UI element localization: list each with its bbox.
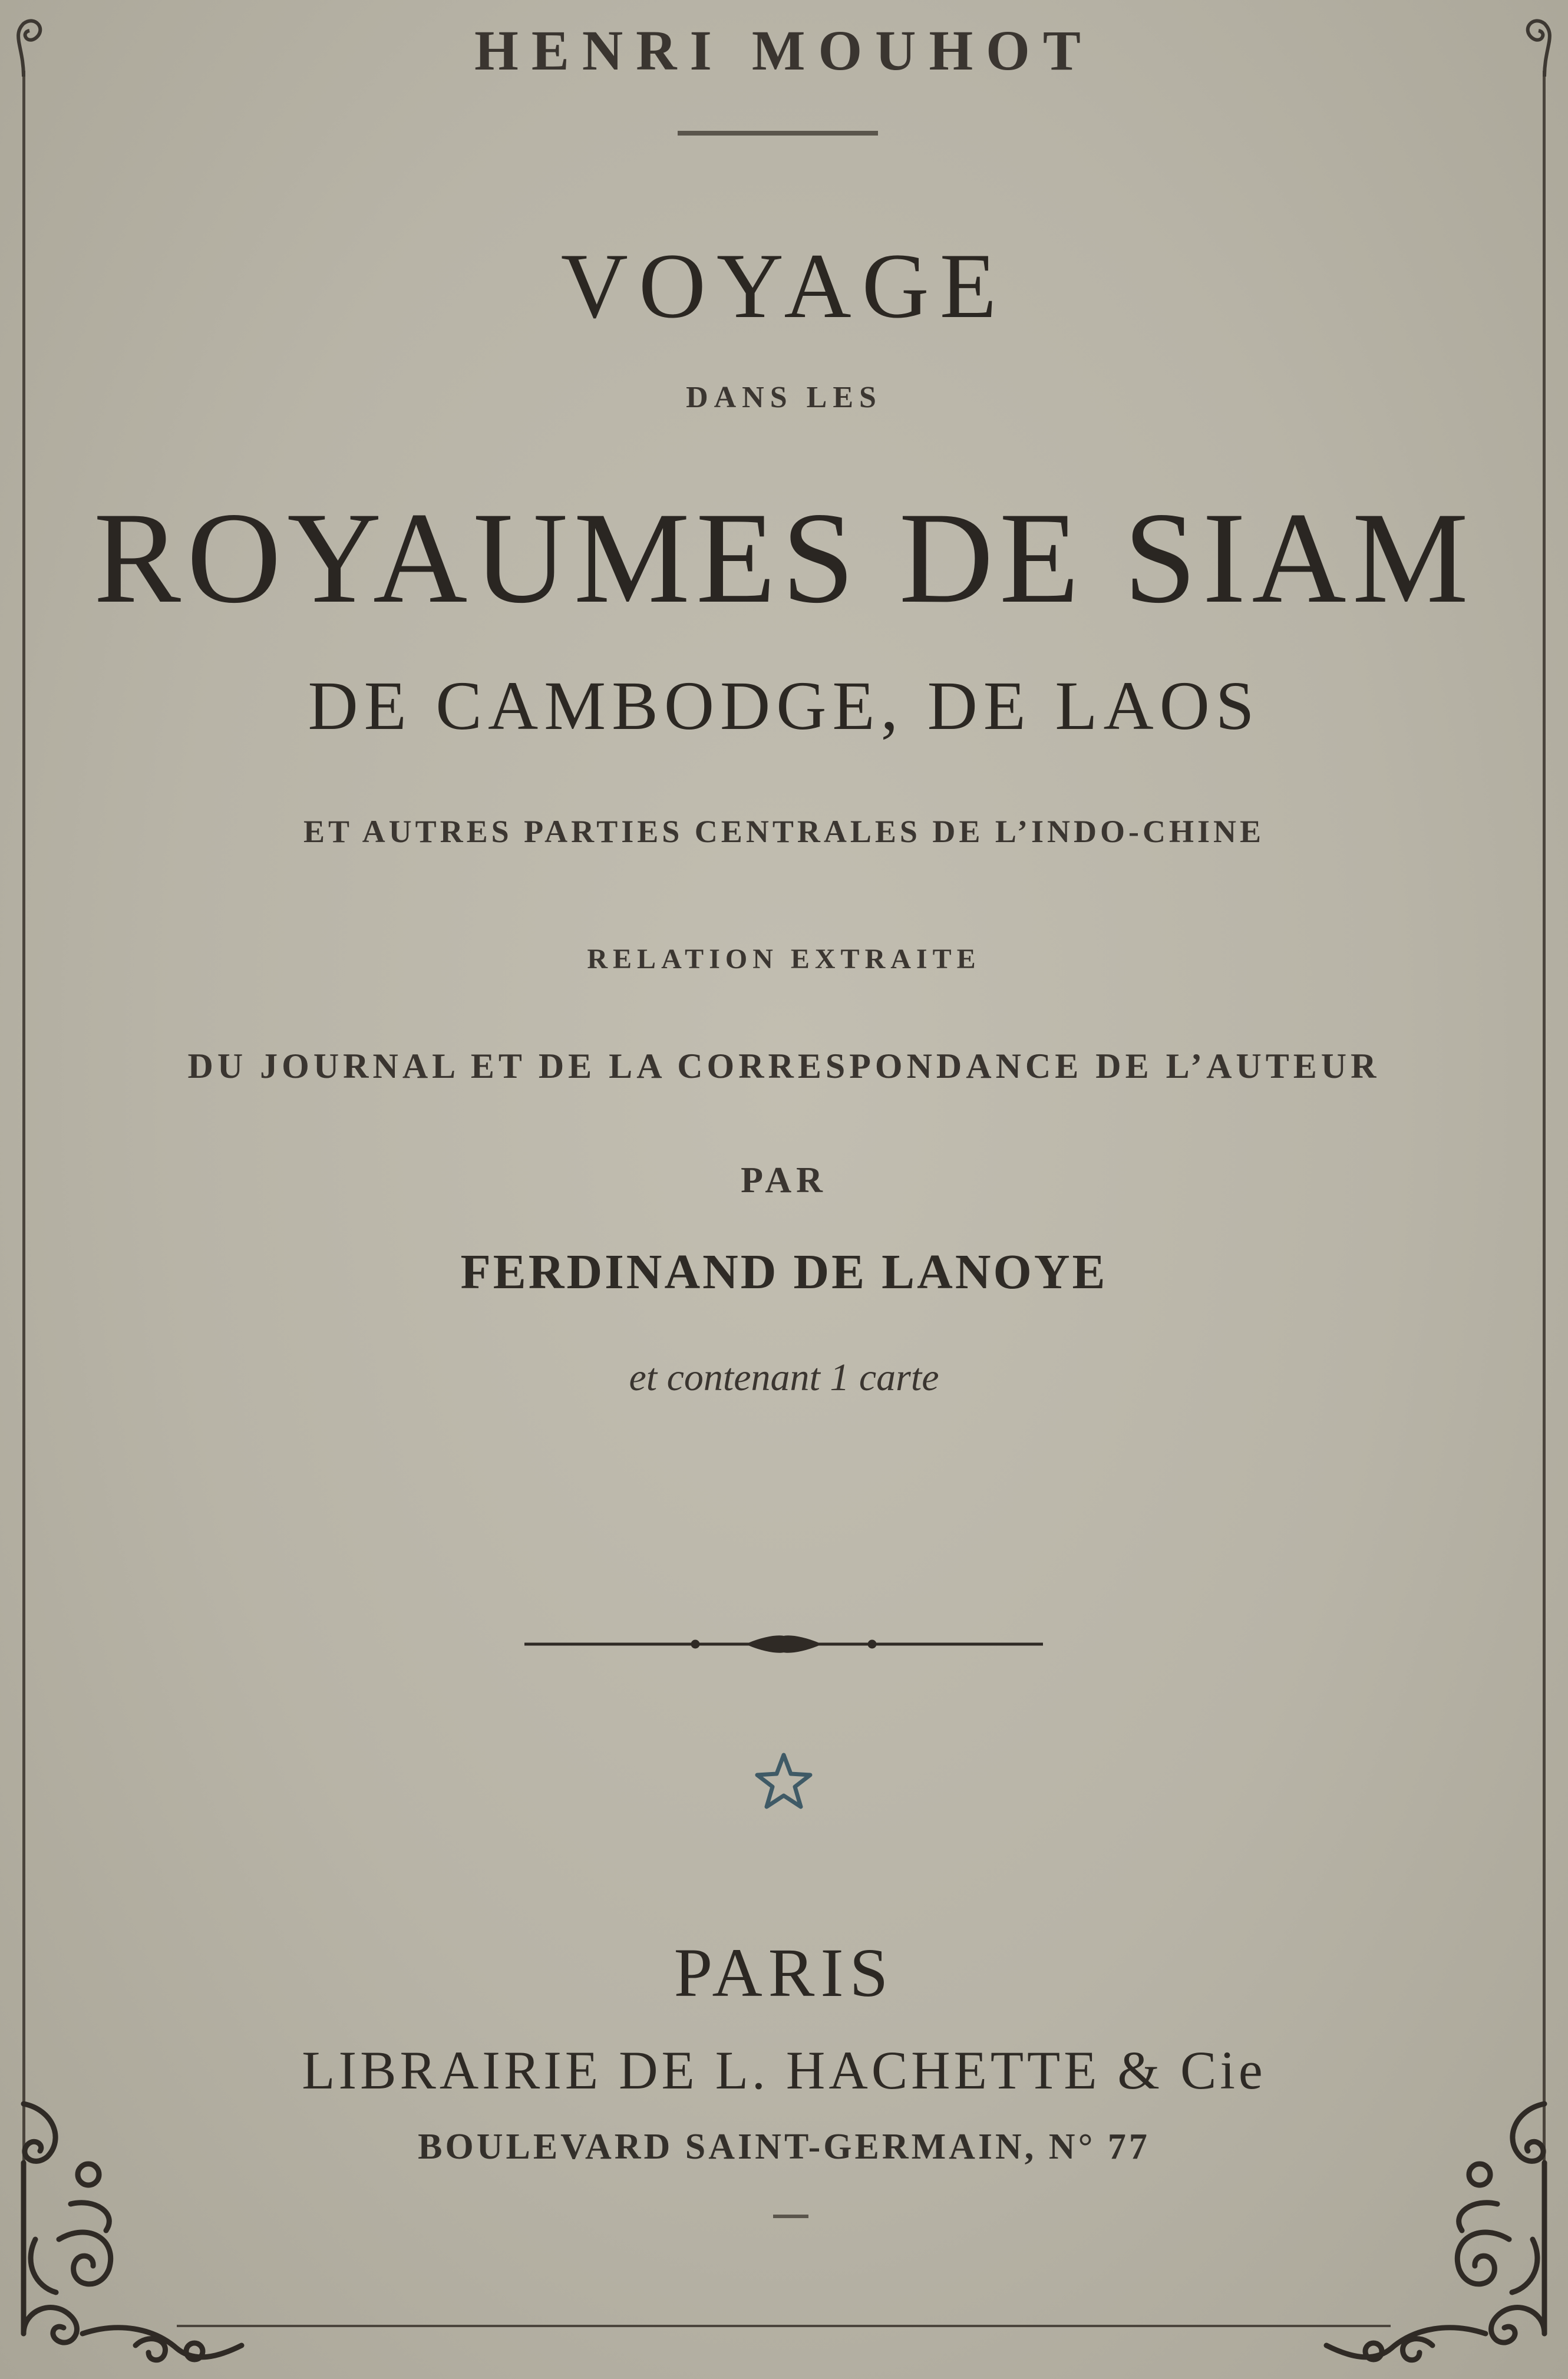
title-secondary: DE CAMBODGE, DE LAOS [308,667,1260,744]
title-large: ROYAUMES DE SIAM [93,486,1475,631]
editor-name: FERDINAND DE LANOYE [460,1245,1108,1299]
map-note: et contenant 1 carte [629,1356,939,1399]
frame-bottom-line [177,2325,1391,2327]
publisher-address: BOULEVARD SAINT-GERMAIN, N° 77 [418,2127,1150,2167]
publisher-name: LIBRAIRIE DE L. HACHETTE & Cie [302,2040,1266,2100]
bottom-dash [773,2215,808,2218]
title-tertiary: ET AUTRES PARTIES CENTRALES DE L’INDO-CHINE [303,814,1265,849]
ornamental-divider-icon [524,1629,1043,1659]
title-main: VOYAGE [560,235,1008,338]
title-connector: DANS LES [686,381,882,414]
publisher-city: PARIS [674,1934,894,2011]
par-line: PAR [741,1160,827,1200]
relation-line: RELATION EXTRAITE [587,943,981,975]
author-name: HENRI MOUHOT [474,19,1094,82]
journal-line: DU JOURNAL ET DE LA CORRESPONDANCE DE L’AUTEUR [187,1047,1381,1085]
top-rule [678,131,878,136]
star-icon [751,1750,816,1815]
